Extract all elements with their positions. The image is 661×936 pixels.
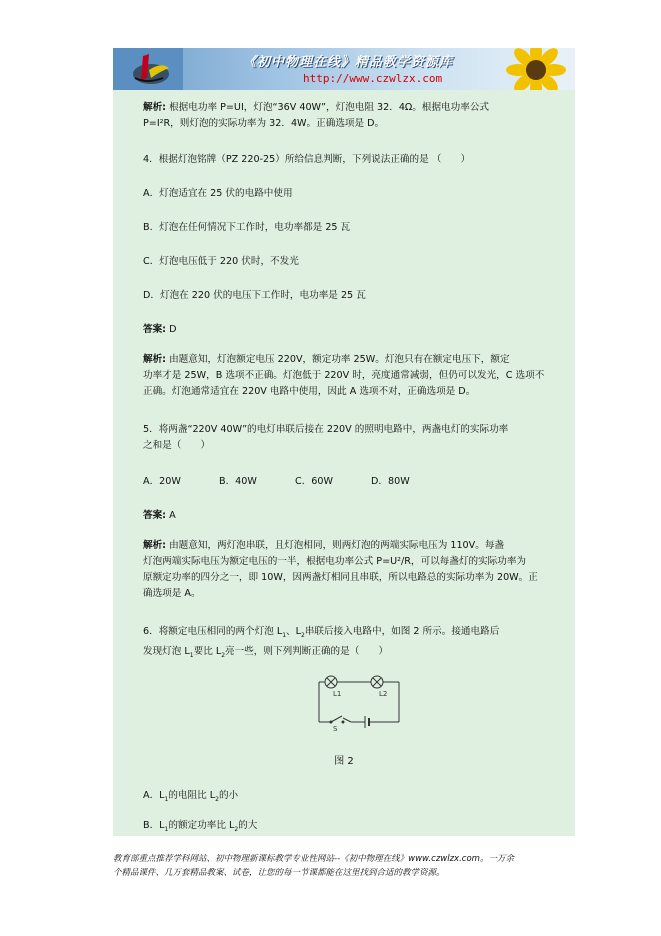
q6-option-b: B．$L_1$的额定功率比 $L_2$的大 <box>143 820 258 833</box>
battery-icon <box>365 716 369 728</box>
document-body <box>113 90 575 836</box>
q3-analysis: 解析: 根据电功率 P=UI，灯泡“36V 40W”，灯泡电阻 32．4Ω。根据电功率公式 P=I²R，则灯泡的实际功率为 32．4W。正确选项是 D。 <box>143 102 490 129</box>
label-s: S <box>333 725 338 732</box>
q4-stem: 4．根据灯泡铭牌（PZ 220-25）所给信息判断，下列说法正确的是 （ ） <box>143 154 471 165</box>
lamp-l2-icon <box>371 676 383 688</box>
footer-line2: 个精品课件、几万套精品教案、试卷，让您的每一节课都能在这里找到合适的教学资源。 <box>113 868 445 878</box>
label-l1: L1 <box>333 690 342 698</box>
q4-option-c: C．灯泡电压低于 220 伏时，不发光 <box>143 256 299 267</box>
switch-icon <box>330 716 345 724</box>
q4-analysis: 解析: 由题意知，灯泡额定电压 220V，额定功率 25W。灯泡只有在额定电压下，额定 功率才是 25W，B 选项不正确。灯泡低于 220V 时，亮度通常减弱，但仍可以发光，C 选项不 正确。灯泡通常适宜在 220V 电路中使用，因此 A 选项不对，正确选项是 D。 <box>143 354 545 397</box>
site-logo-icon <box>113 48 183 90</box>
q4-option-b: B．灯泡在任何情况下工作时，电功率都是 25 瓦 <box>143 222 351 233</box>
figure-caption: 图 2 <box>334 756 354 767</box>
q4-option-d: D．灯泡在 220 伏的电压下工作时，电功率是 25 瓦 <box>143 290 366 301</box>
header-banner <box>113 48 575 90</box>
q3-analysis-line2: P=I²R，则灯泡的实际功率为 32．4W。正确选项是 D。 <box>143 118 385 129</box>
answer-label: 答案: <box>143 324 167 335</box>
analysis-label: 解析: <box>143 540 167 551</box>
q5-options <box>143 474 563 490</box>
analysis-label: 解析: <box>143 102 167 113</box>
page-footer <box>113 852 583 880</box>
answer-label: 答案: <box>143 510 167 521</box>
q5-option-d: D．80W <box>371 476 410 487</box>
q5-option-a: A．20W <box>143 476 181 487</box>
q4-option-a: A．灯泡适宜在 25 伏的电路中使用 <box>143 188 293 199</box>
q5-option-b: B．40W <box>219 476 257 487</box>
q5-analysis: 解析: 由题意知，两灯泡串联，且灯泡相同，则两灯泡的两端实际电压为 110V。每盏 灯泡两端实际电压为额定电压的一半，根据电功率公式 P=U²/R，可以每盏灯的实际功率为 原额定功率的四分之一，即 10W，因两盏灯相同且串联，所以电路总的实际功率为 20W。正 确选项是 A。 <box>143 540 538 599</box>
site-url[interactable]: http://www.czwlzx.com <box>303 72 443 85</box>
analysis-label: 解析: <box>143 354 167 365</box>
q6-stem: 6．将额定电压相同的两个灯泡 $L_1$、$L_2$串联后接入电路中，如图 2 所示。接通电路后 发现灯泡 $L_1$要比 $L_2$亮一些，则下列判断正确的是（ ） <box>143 626 500 659</box>
q6-option-a: A．$L_1$的电阻比 $L_2$的小 <box>143 790 239 803</box>
q4-answer: 答案: D <box>143 324 177 335</box>
site-title: 《初中物理在线》精品教学资源库 <box>243 55 454 70</box>
footer-line1: 教育部重点推荐学科网站、初中物理新课标教学专业性网站--《初中物理在线》www.czwlzx.com。一万余 <box>113 854 514 864</box>
lamp-l1-icon <box>325 676 337 688</box>
q5-answer: 答案: A <box>143 510 176 521</box>
q5-stem: 5．将两盏“220V 40W”的电灯串联后接在 220V 的照明电路中，两盏电灯的实际功率 之和是（ ） <box>143 424 509 451</box>
circuit-diagram <box>313 672 405 732</box>
sunflower-icon <box>501 48 571 90</box>
q5-option-c: C．60W <box>295 476 333 487</box>
label-l2: L2 <box>379 690 388 698</box>
